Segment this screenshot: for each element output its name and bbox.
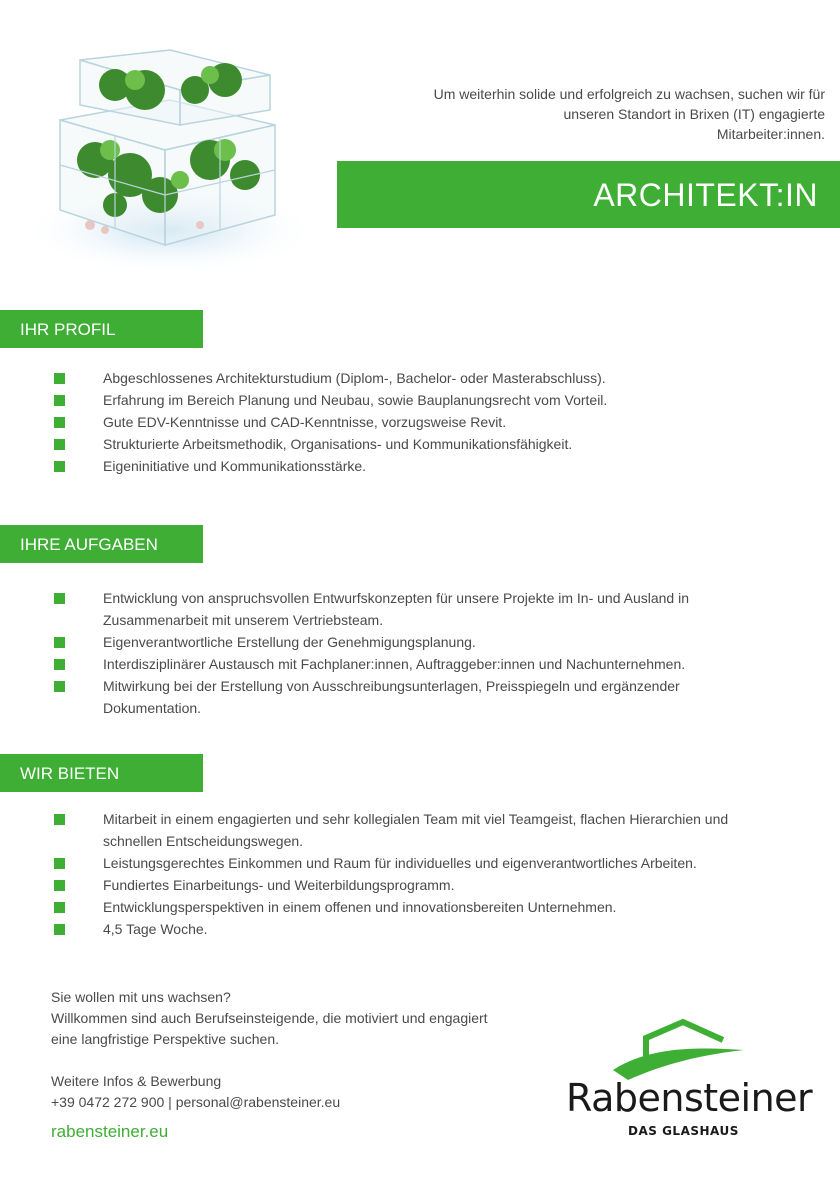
section-heading-bieten	[0, 754, 203, 792]
aufgaben-list	[0, 587, 840, 719]
bieten-list	[0, 808, 840, 940]
intro-text	[365, 84, 825, 144]
logo-tagline: DAS GLASHAUS	[628, 1124, 739, 1138]
job-title-banner	[337, 161, 840, 228]
intro-line-2: unseren Standort in Brixen (IT) engagierte	[563, 106, 825, 122]
list-item: Eigeninitiative und Kommunikationsstärke.	[0, 455, 840, 477]
list-item: Mitwirkung bei der Erstellung von Ausschreibungsunterlagen, Preisspiegeln und ergänzender Dokumentation.	[0, 675, 840, 719]
list-item: 4,5 Tage Woche.	[0, 918, 840, 940]
bullet-icon	[54, 395, 65, 406]
bullet-icon	[54, 858, 65, 869]
bullet-icon	[54, 902, 65, 913]
list-item: Interdisziplinärer Austausch mit Fachplaner:innen, Auftraggeber:innen und Nachunternehmen.	[0, 653, 840, 675]
bullet-icon	[54, 417, 65, 428]
list-item: Fundiertes Einarbeitungs- und Weiterbildungsprogramm.	[0, 874, 840, 896]
closing-line-3: eine langfristige Perspektive suchen.	[51, 1031, 280, 1047]
section-heading-label: IHR PROFIL	[20, 320, 116, 339]
glass-cube-garden-image	[20, 30, 320, 280]
intro-line-3: Mitarbeiter:innen.	[716, 126, 825, 142]
section-heading-profil	[0, 310, 203, 348]
bullet-icon	[54, 659, 65, 670]
bullet-icon	[54, 814, 65, 825]
website-link[interactable]: rabensteiner.eu	[51, 1122, 169, 1141]
bullet-icon	[54, 637, 65, 648]
job-title: ARCHITEKT:IN	[593, 177, 818, 213]
list-item: Abgeschlossenes Architekturstudium (Diplom-, Bachelor- oder Masterabschluss).	[0, 367, 840, 389]
rabensteiner-logo	[558, 1018, 813, 1143]
list-item: Gute EDV-Kenntnisse und CAD-Kenntnisse, vorzugsweise Revit.	[0, 411, 840, 433]
intro-line-1: Um weiterhin solide und erfolgreich zu wachsen, suchen wir für	[433, 86, 825, 102]
list-item: Strukturierte Arbeitsmethodik, Organisations- und Kommunikationsfähigkeit.	[0, 433, 840, 455]
section-heading-label: WIR BIETEN	[20, 764, 120, 783]
list-item: Entwicklungsperspektiven in einem offenen und innovationsbereiten Unternehmen.	[0, 896, 840, 918]
closing-line-2: Willkommen sind auch Berufseinsteigende, die motiviert und engagiert	[51, 1010, 488, 1026]
profil-list	[0, 367, 840, 477]
bullet-icon	[54, 681, 65, 692]
contact-heading: Weitere Infos & Bewerbung	[51, 1073, 222, 1089]
bullet-icon	[54, 924, 65, 935]
bullet-icon	[54, 439, 65, 450]
list-item: Eigenverantwortliche Erstellung der Genehmigungsplanung.	[0, 631, 840, 653]
bullet-icon	[54, 461, 65, 472]
logo-name: Rabensteiner	[566, 1076, 813, 1120]
contact-line[interactable]: +39 0472 272 900 | personal@rabensteiner.eu	[51, 1094, 341, 1110]
bullet-icon	[54, 880, 65, 891]
bullet-icon	[54, 373, 65, 384]
list-item: Mitarbeit in einem engagierten und sehr kollegialen Team mit viel Teamgeist, flachen Hierarchien und schnellen Entscheidungswegen.	[0, 808, 840, 852]
section-heading-aufgaben	[0, 525, 203, 563]
bullet-icon	[54, 593, 65, 604]
closing-text	[51, 987, 551, 1113]
list-item: Entwicklung von anspruchsvollen Entwurfskonzepten für unsere Projekte im In- und Ausland in Zusammenarbeit mit unserem Vertriebsteam.	[0, 587, 840, 631]
list-item: Erfahrung im Bereich Planung und Neubau, sowie Bauplanungsrecht vom Vorteil.	[0, 389, 840, 411]
closing-line-1: Sie wollen mit uns wachsen?	[51, 989, 231, 1005]
section-heading-label: IHRE AUFGABEN	[20, 535, 158, 554]
list-item: Leistungsgerechtes Einkommen und Raum für individuelles und eigenverantwortliches Arbeiten.	[0, 852, 840, 874]
